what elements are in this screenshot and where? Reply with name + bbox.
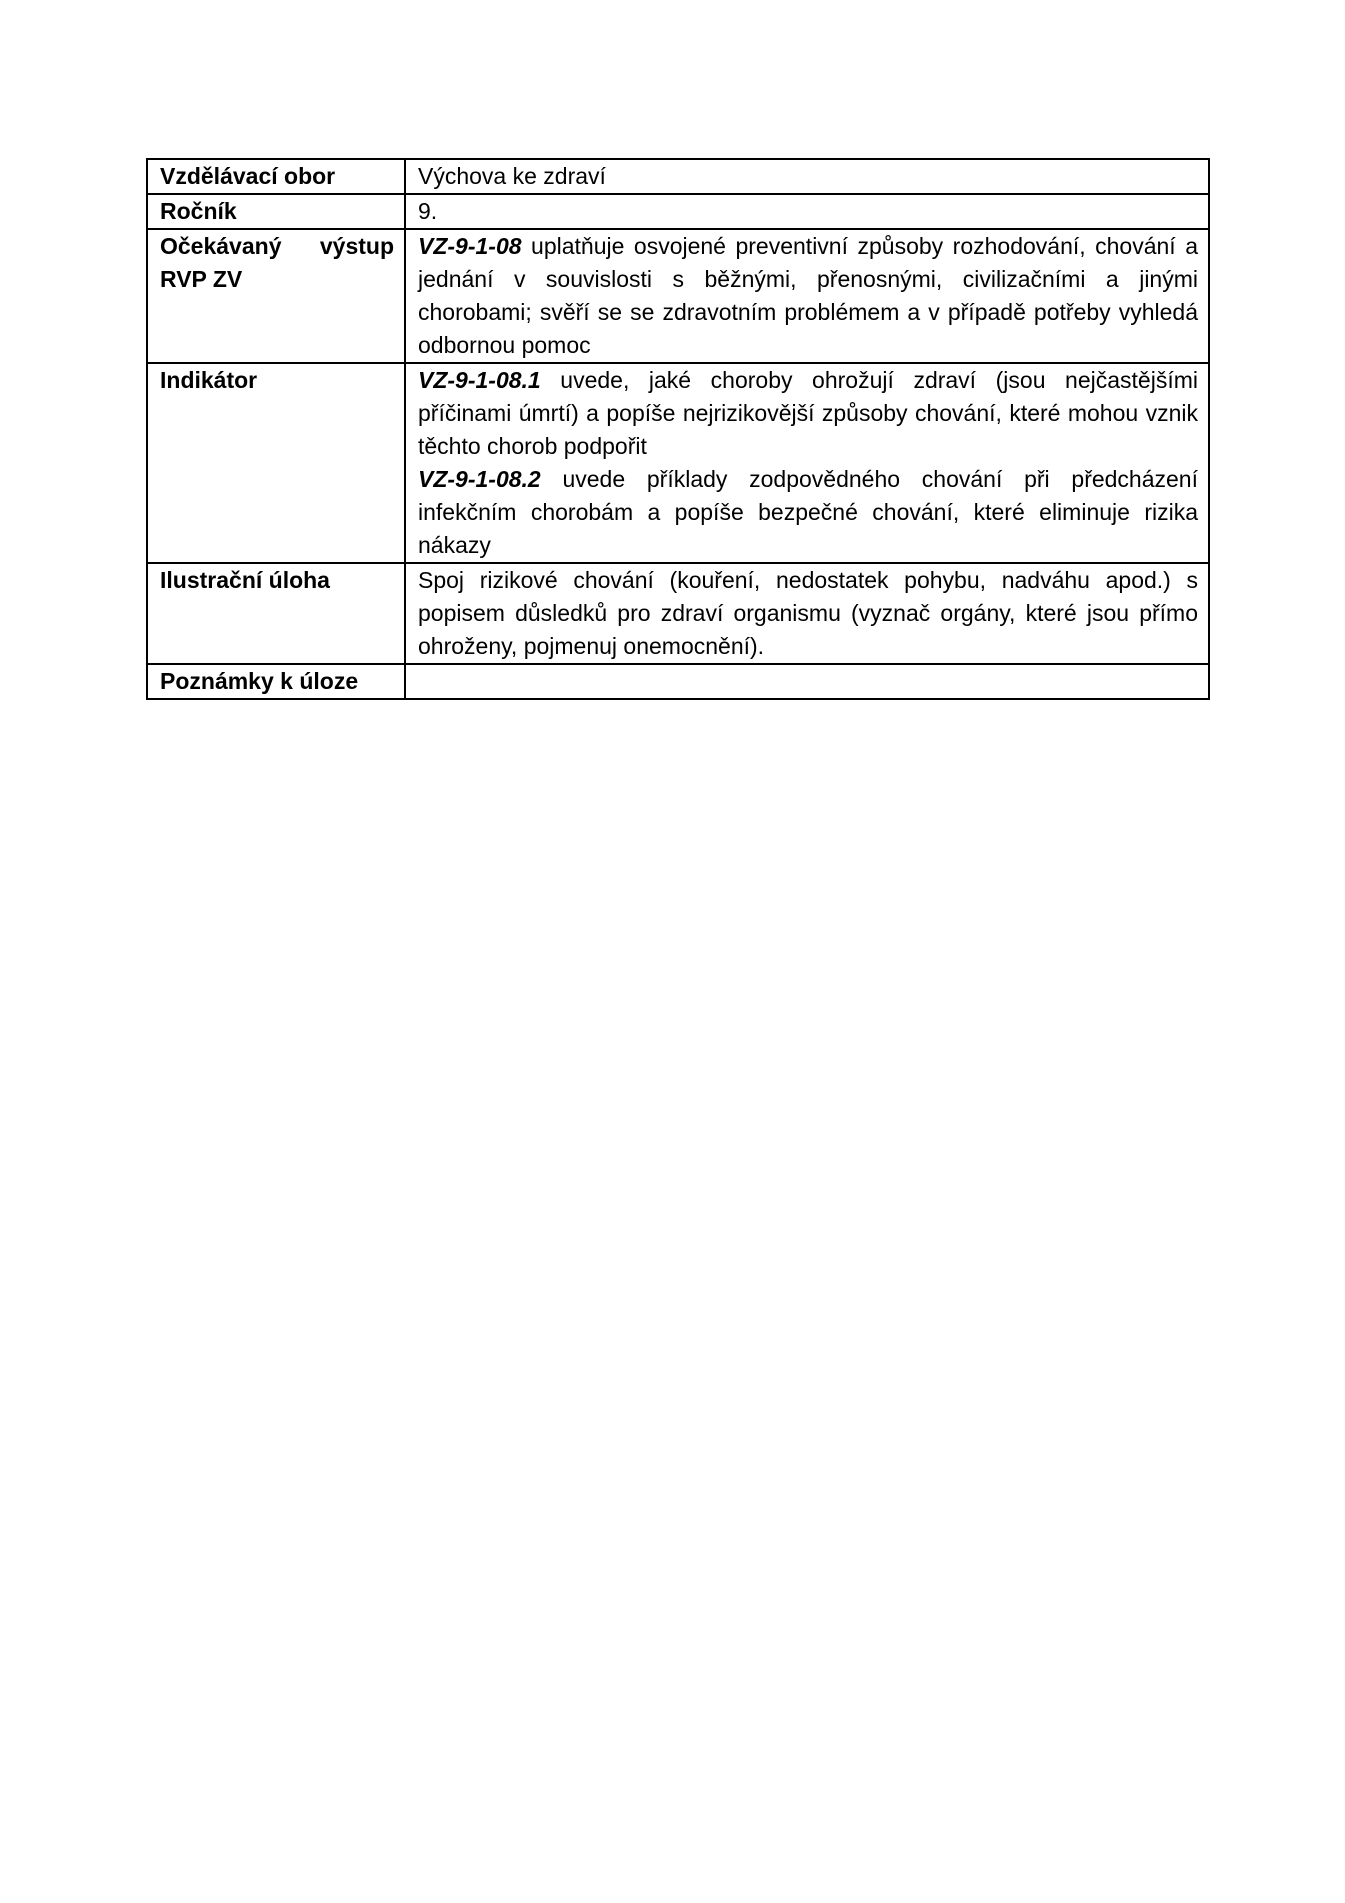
vystup-text: uplatňuje osvojené preventivní způsoby rozhodování, chování a jednání v souvislosti s běžnými, přenosnými, civilizačními a jinými chorobami; svěří se se zdravotním problémem a v případě potřeby vyhledá odbornou pomoc [418, 233, 1198, 358]
label-vystup-word2: výstup [319, 233, 394, 259]
table-row-uloha [147, 563, 1209, 664]
table-row-indikator [147, 363, 1209, 563]
label-vystup-line2: RVP ZV [160, 266, 243, 292]
value-vystup [405, 229, 1209, 363]
label-vystup [147, 229, 405, 363]
label-vystup-word1: Očekávaný [160, 233, 282, 259]
value-poznamky [405, 664, 1209, 699]
value-indikator [405, 363, 1209, 563]
value-uloha: Spoj rizikové chování (kouření, nedostatek pohybu, nadváhu apod.) s popisem důsledků pro zdraví organismu (vyznač orgány, které jsou přímo ohroženy, pojmenuj onemocnění). [405, 563, 1209, 664]
indikator-item-code: VZ-9-1-08.1 [418, 367, 541, 393]
label-rocnik: Ročník [147, 194, 405, 229]
label-indikator: Indikátor [147, 363, 405, 563]
indikator-item-text: uvede příklady zodpovědného chování při předcházení infekčním chorobám a popíše bezpečné chování, které eliminuje rizika nákazy [418, 466, 1198, 558]
value-obor: Výchova ke zdraví [405, 159, 1209, 194]
indikator-item [418, 364, 1198, 463]
table-row-rocnik [147, 194, 1209, 229]
value-rocnik: 9. [405, 194, 1209, 229]
label-obor: Vzdělávací obor [147, 159, 405, 194]
indikator-item-code: VZ-9-1-08.2 [418, 466, 541, 492]
indikator-item [418, 463, 1198, 562]
label-uloha: Ilustrační úloha [147, 563, 405, 664]
table-row-poznamky [147, 664, 1209, 699]
table-row-obor [147, 159, 1209, 194]
vystup-code: VZ-9-1-08 [418, 233, 522, 259]
indikator-item-text: uvede, jaké choroby ohrožují zdraví (jsou nejčastějšími příčinami úmrtí) a popíše nejrizikovější způsoby chování, které mohou vznik těchto chorob podpořit [418, 367, 1198, 459]
table-row-vystup [147, 229, 1209, 363]
task-description-table [146, 158, 1210, 700]
label-poznamky: Poznámky k úloze [147, 664, 405, 699]
